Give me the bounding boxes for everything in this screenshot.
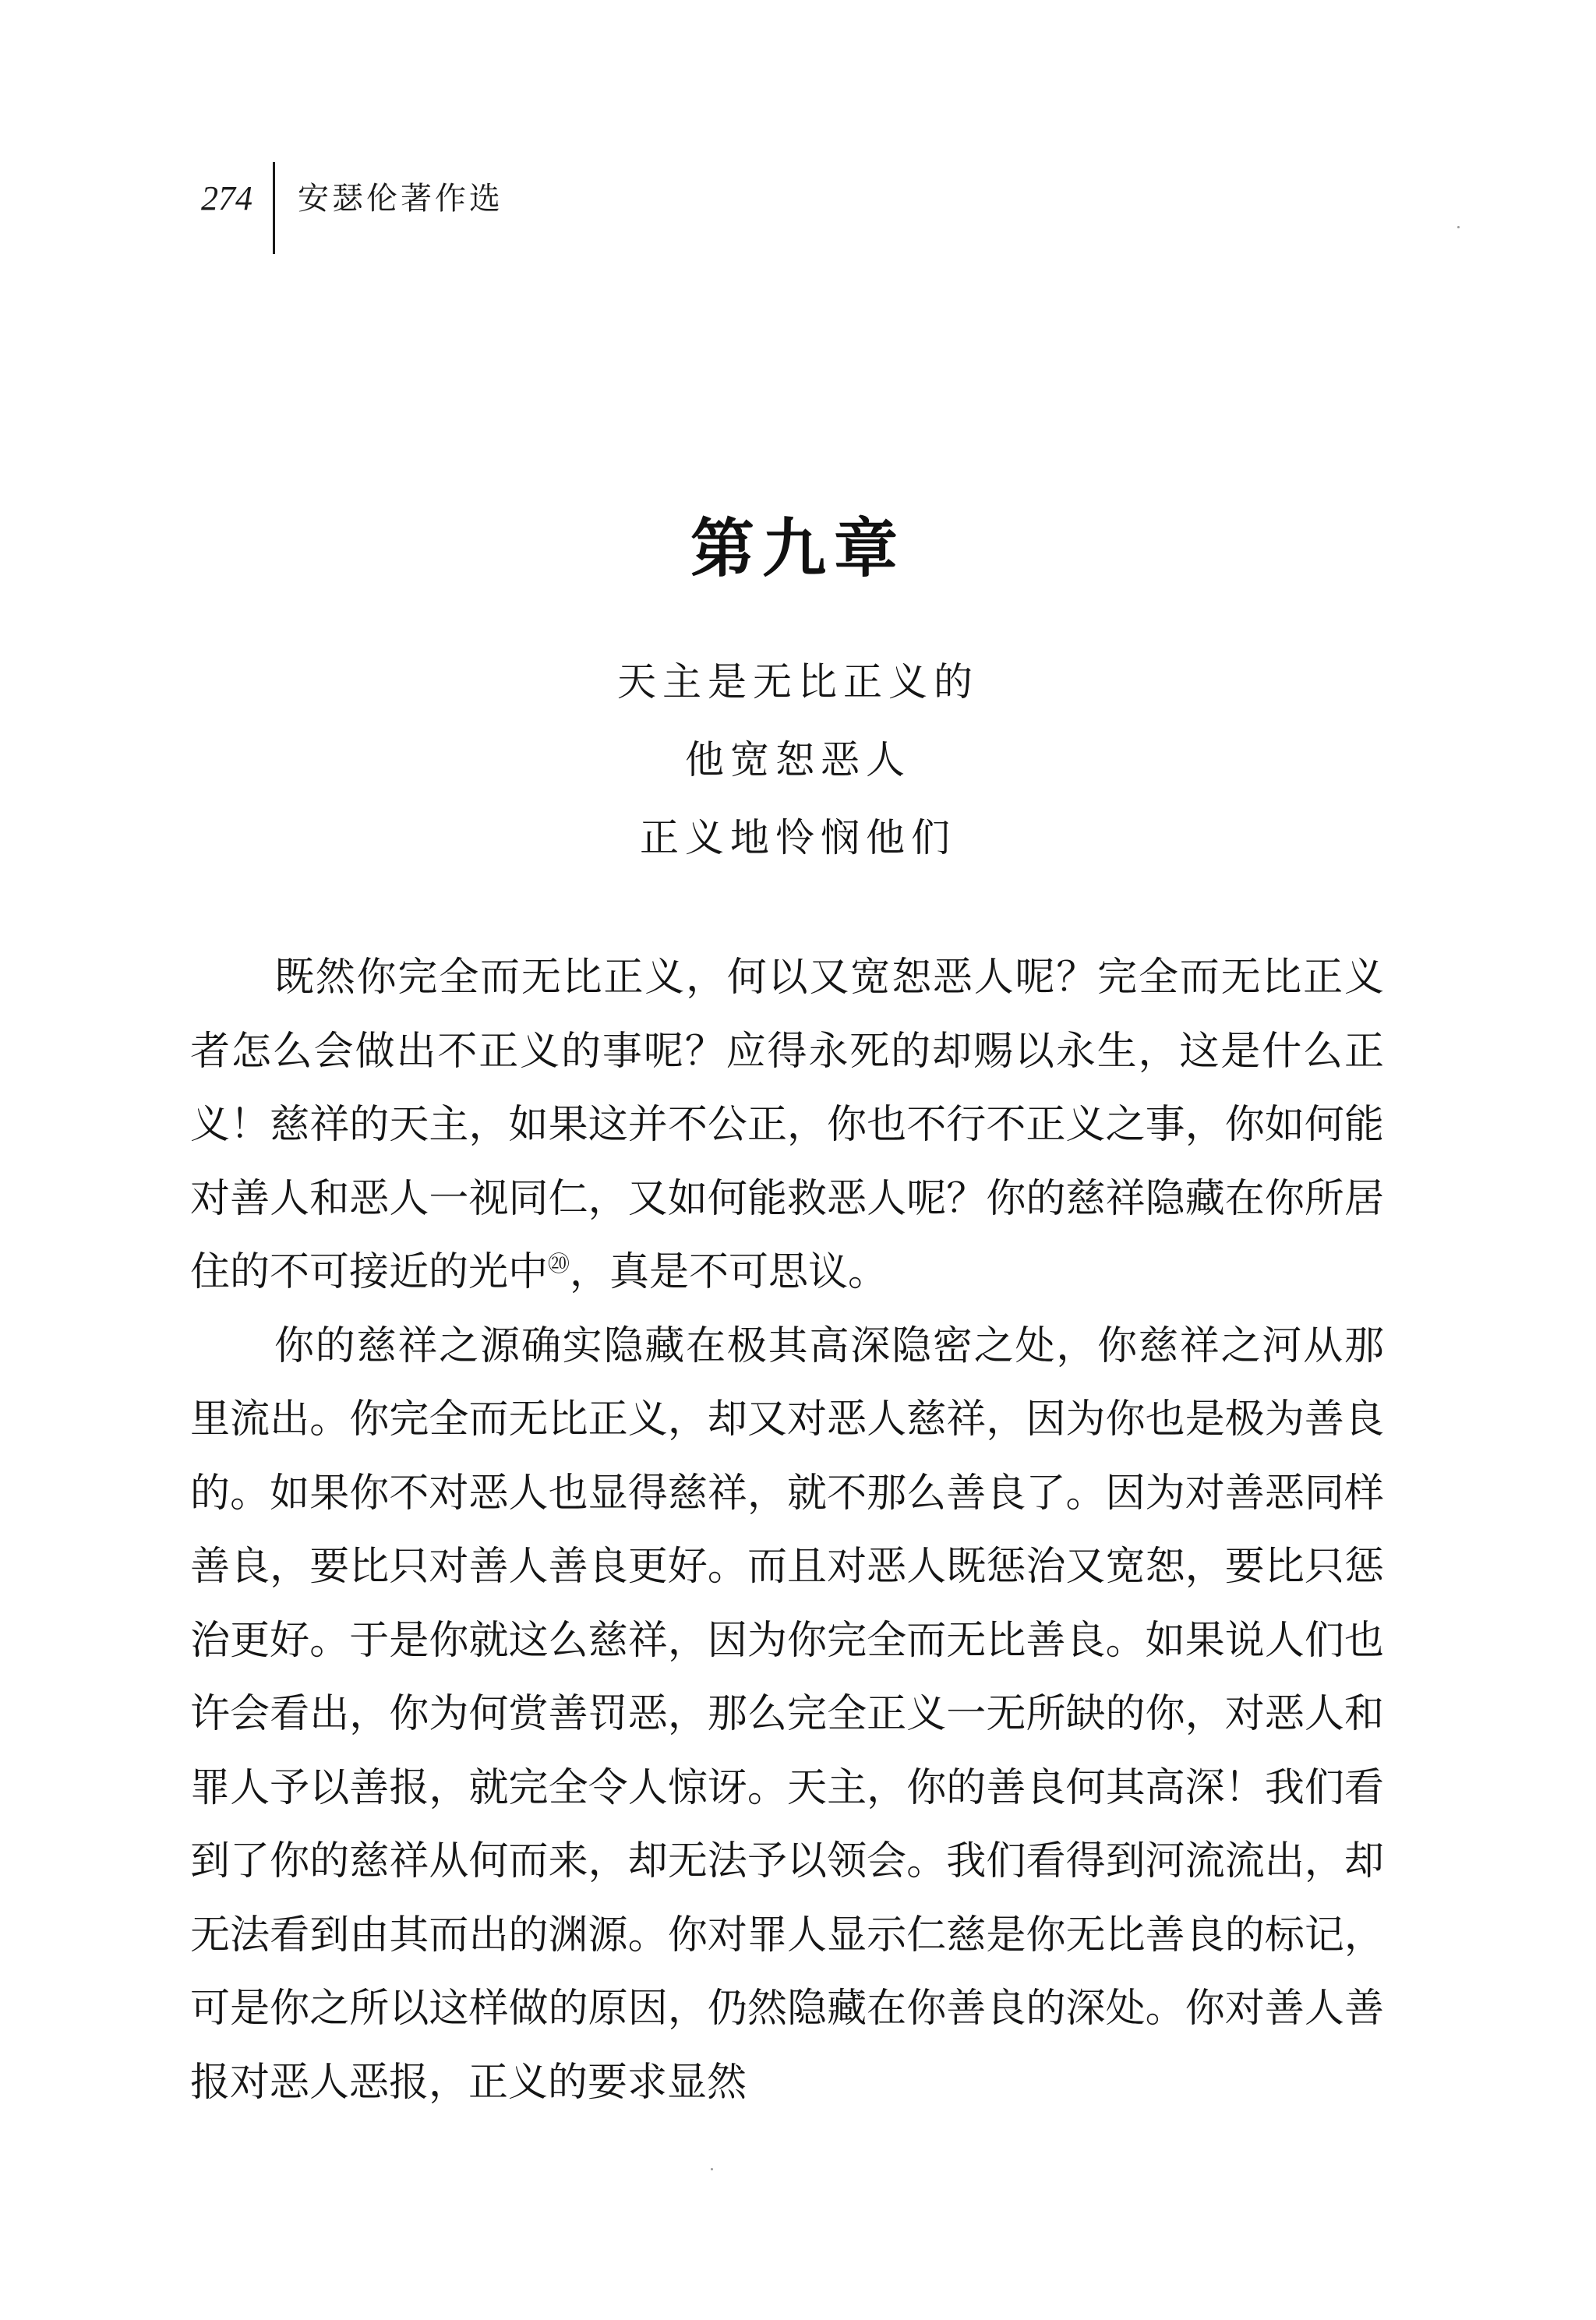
subtitle-line: 正义地怜悯他们 xyxy=(640,815,956,860)
subtitle-line: 天主是无比正义的 xyxy=(617,659,979,704)
page-number: 274 xyxy=(201,179,252,217)
paragraph-text: ，真是不可思议。 xyxy=(570,1249,888,1295)
scan-speck xyxy=(1457,226,1460,228)
subtitle-line: 他宽恕恶人 xyxy=(685,737,911,782)
scan-speck xyxy=(711,2168,713,2170)
chapter-subtitle xyxy=(0,643,1596,877)
header-divider xyxy=(273,162,275,254)
running-title: 安瑟伦著作选 xyxy=(298,181,503,217)
paragraph xyxy=(190,941,1384,1310)
paragraph: 你的慈祥之源确实隐藏在极其高深隐密之处，你慈祥之河从那里流出。你完全而无比正义，却又对恶人慈祥，因为你也是极为善良的。如果你不对恶人也显得慈祥，就不那么善良了。因为对善恶同样善良，要比只对善人善良更好。而且对恶人既惩治又宽恕，要比只惩治更好。于是你就这么慈祥，因为你完全而无比善良。如果说人们也许会看出，你为何赏善罚恶，那么完全正义一无所缺的你，对恶人和罪人予以善报，就完全令人惊讶。天主，你的善良何其高深！我们看到了你的慈祥从何而来，却无法予以领会。我们看得到河流流出，却无法看到由其而出的渊源。你对罪人显示仁慈是你无比善良的标记，可是你之所以这样做的原因，仍然隐藏在你善良的深处。你对善人善报对恶人恶报，正义的要求显然 xyxy=(190,1322,1384,2106)
running-header xyxy=(201,162,824,256)
body-text xyxy=(190,941,1384,2120)
footnote-marker: ⑳ xyxy=(548,1251,570,1277)
chapter-title: 第九章 xyxy=(690,512,906,586)
paragraph-text: 既然你完全而无比正义，何以又宽恕恶人呢？完全而无比正义者怎么会做出不正义的事呢？应得永死的却赐以永生，这是什么正义！慈祥的天主，如果这并不公正，你也不行不正义之事，你如何能对善人和恶人一视同仁，又如何能救恶人呢？你的慈祥隐藏在你所居住的不可接近的光中 xyxy=(190,955,1384,1295)
